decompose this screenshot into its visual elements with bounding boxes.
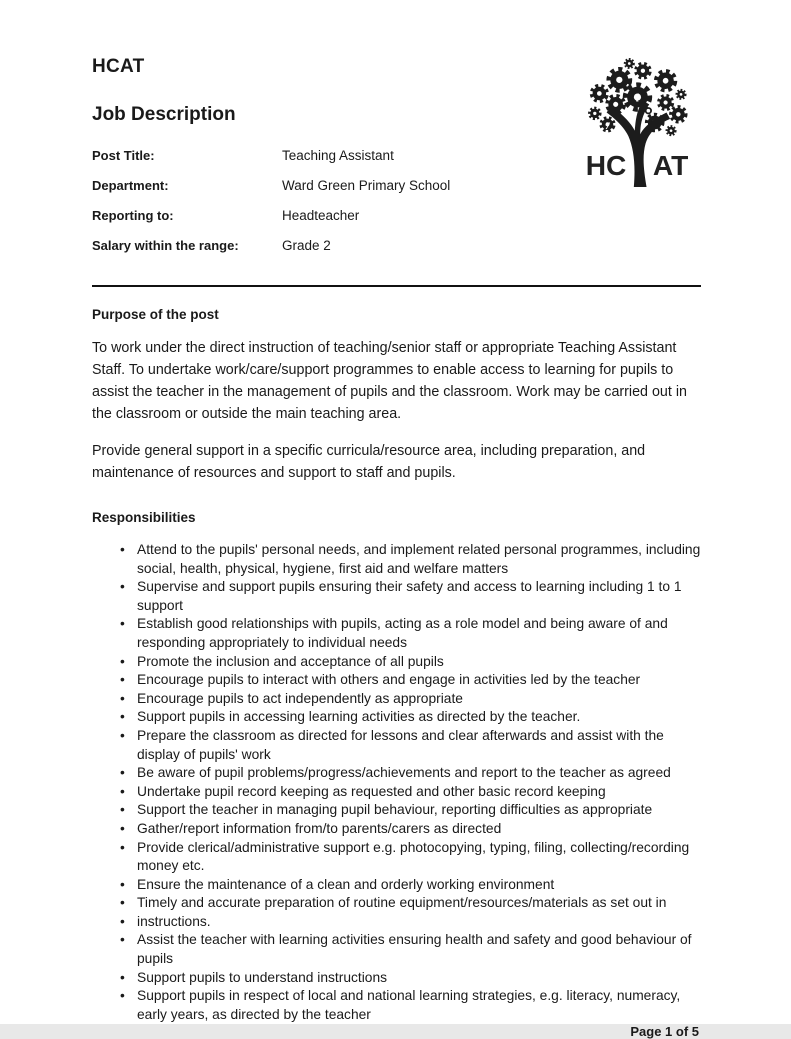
logo-text-left: HC — [585, 150, 627, 182]
svg-text:i: i — [635, 90, 640, 105]
list-item — [92, 764, 701, 783]
list-item — [92, 578, 701, 615]
list-item — [92, 894, 701, 913]
doc-title: Job Description — [92, 104, 236, 125]
list-item-text: instructions. — [137, 913, 211, 929]
bullet-icon: • — [120, 783, 125, 799]
field-label: Post Title: — [92, 148, 155, 163]
job-fields — [92, 148, 583, 253]
list-item — [92, 615, 701, 652]
list-item-text: Support pupils in respect of local and national learning strategies, e.g. literacy, numeracy, early years, as directed by the teacher — [137, 988, 681, 1022]
responsibilities-list — [92, 541, 701, 1024]
bullet-icon: • — [120, 690, 125, 706]
responsibilities-heading: Responsibilities — [92, 510, 196, 525]
list-item-text: Assist the teacher with learning activities ensuring health and safety and good behaviour of pupils — [137, 932, 692, 967]
field-value: Headteacher — [282, 208, 360, 223]
bullet-icon: • — [120, 579, 125, 595]
bullet-icon: • — [120, 653, 125, 669]
field-value: Ward Green Primary School — [282, 178, 451, 193]
responsibilities-section — [92, 484, 701, 1024]
page-number: Page 1 of 5 — [630, 1024, 699, 1039]
bullet-icon: • — [120, 988, 125, 1004]
bullet-icon: • — [120, 727, 125, 743]
list-item — [92, 727, 701, 764]
purpose-paragraph-1: To work under the direct instruction of teaching/senior staff or appropriate Teaching Assistant Staff. To undertake work/care/support programmes to enable access to learning for pupils to assist the teacher in the management of pupils and the classroom. Work may be carried out in the classroom or outside the main teaching area. — [92, 340, 687, 422]
list-item-text: Promote the inclusion and acceptance of all pupils — [137, 653, 444, 669]
field-label: Salary within the range: — [92, 238, 239, 253]
logo-text-right: AT — [652, 150, 689, 182]
bullet-icon: • — [120, 820, 125, 836]
list-item-text: Timely and accurate preparation of routine equipment/resources/materials as set out in — [137, 895, 667, 911]
header-text-block — [92, 56, 583, 253]
bullet-icon: • — [120, 616, 125, 632]
purpose-heading: Purpose of the post — [92, 307, 219, 322]
document-header — [92, 56, 701, 253]
list-item — [92, 839, 701, 876]
list-item — [92, 671, 701, 690]
list-item — [92, 541, 701, 578]
list-item — [92, 690, 701, 709]
org-title: HCAT — [92, 56, 145, 77]
list-item — [92, 876, 701, 895]
hcat-logo — [583, 58, 701, 192]
list-item-text: Ensure the maintenance of a clean and orderly working environment — [137, 876, 555, 892]
list-item — [92, 987, 701, 1024]
field-label: Department: — [92, 178, 169, 193]
bullet-icon: • — [120, 969, 125, 985]
bullet-icon: • — [120, 876, 125, 892]
list-item-text: Encourage pupils to act independently as appropriate — [137, 690, 463, 706]
list-item-text: Provide clerical/administrative support e.g. photocopying, typing, filing, collecting/recording money etc. — [137, 839, 690, 874]
list-item-text: Prepare the classroom as directed for lessons and clear afterwards and assist with the display of pupils' work — [137, 727, 664, 762]
purpose-section — [92, 287, 701, 484]
bullet-icon: • — [120, 802, 125, 818]
svg-text:7: 7 — [605, 120, 610, 131]
list-item — [92, 801, 701, 820]
bullet-icon: • — [120, 709, 125, 725]
gear-tree-icon — [583, 58, 701, 187]
field-label: Reporting to: — [92, 208, 174, 223]
list-item-text: Support the teacher in managing pupil behaviour, reporting difficulties as appropriate — [137, 802, 653, 818]
list-item — [92, 783, 701, 802]
list-item — [92, 708, 701, 727]
list-item-text: Be aware of pupil problems/progress/achievements and report to the teacher as agreed — [137, 765, 671, 781]
list-item — [92, 931, 701, 968]
bullet-icon: • — [120, 932, 125, 948]
list-item — [92, 653, 701, 672]
bullet-icon: • — [120, 542, 125, 557]
list-item-text: Establish good relationships with pupils, acting as a role model and being aware of and responding appropriately to individual needs — [137, 616, 668, 650]
purpose-paragraph-2: Provide general support in a specific curricula/resource area, including preparation, and maintenance of resources and support to staff and pupils. — [92, 443, 646, 481]
list-item-text: Supervise and support pupils ensuring their safety and access to learning including 1 to 1 support — [137, 579, 682, 613]
list-item-text: Support pupils in accessing learning activities as directed by the teacher. — [137, 709, 581, 725]
list-item-text: Undertake pupil record keeping as requested and other basic record keeping — [137, 783, 606, 799]
bullet-icon: • — [120, 765, 125, 781]
field-value: Grade 2 — [282, 238, 331, 253]
list-item — [92, 969, 701, 988]
bullet-icon: • — [120, 895, 125, 911]
bullet-icon: • — [120, 839, 125, 855]
list-item — [92, 913, 701, 932]
bullet-icon: • — [120, 672, 125, 688]
list-item-text: Encourage pupils to interact with others and engage in activities led by the teacher — [137, 672, 641, 688]
field-value: Teaching Assistant — [282, 148, 394, 163]
bullet-icon: • — [120, 913, 125, 929]
list-item-text: Gather/report information from/to parents/carers as directed — [137, 820, 502, 836]
list-item-text: Support pupils to understand instructions — [137, 969, 388, 985]
list-item-text: Attend to the pupils' personal needs, and implement related personal programmes, including social, health, physical, hygiene, first aid and welfare matters — [137, 542, 701, 576]
list-item — [92, 820, 701, 839]
